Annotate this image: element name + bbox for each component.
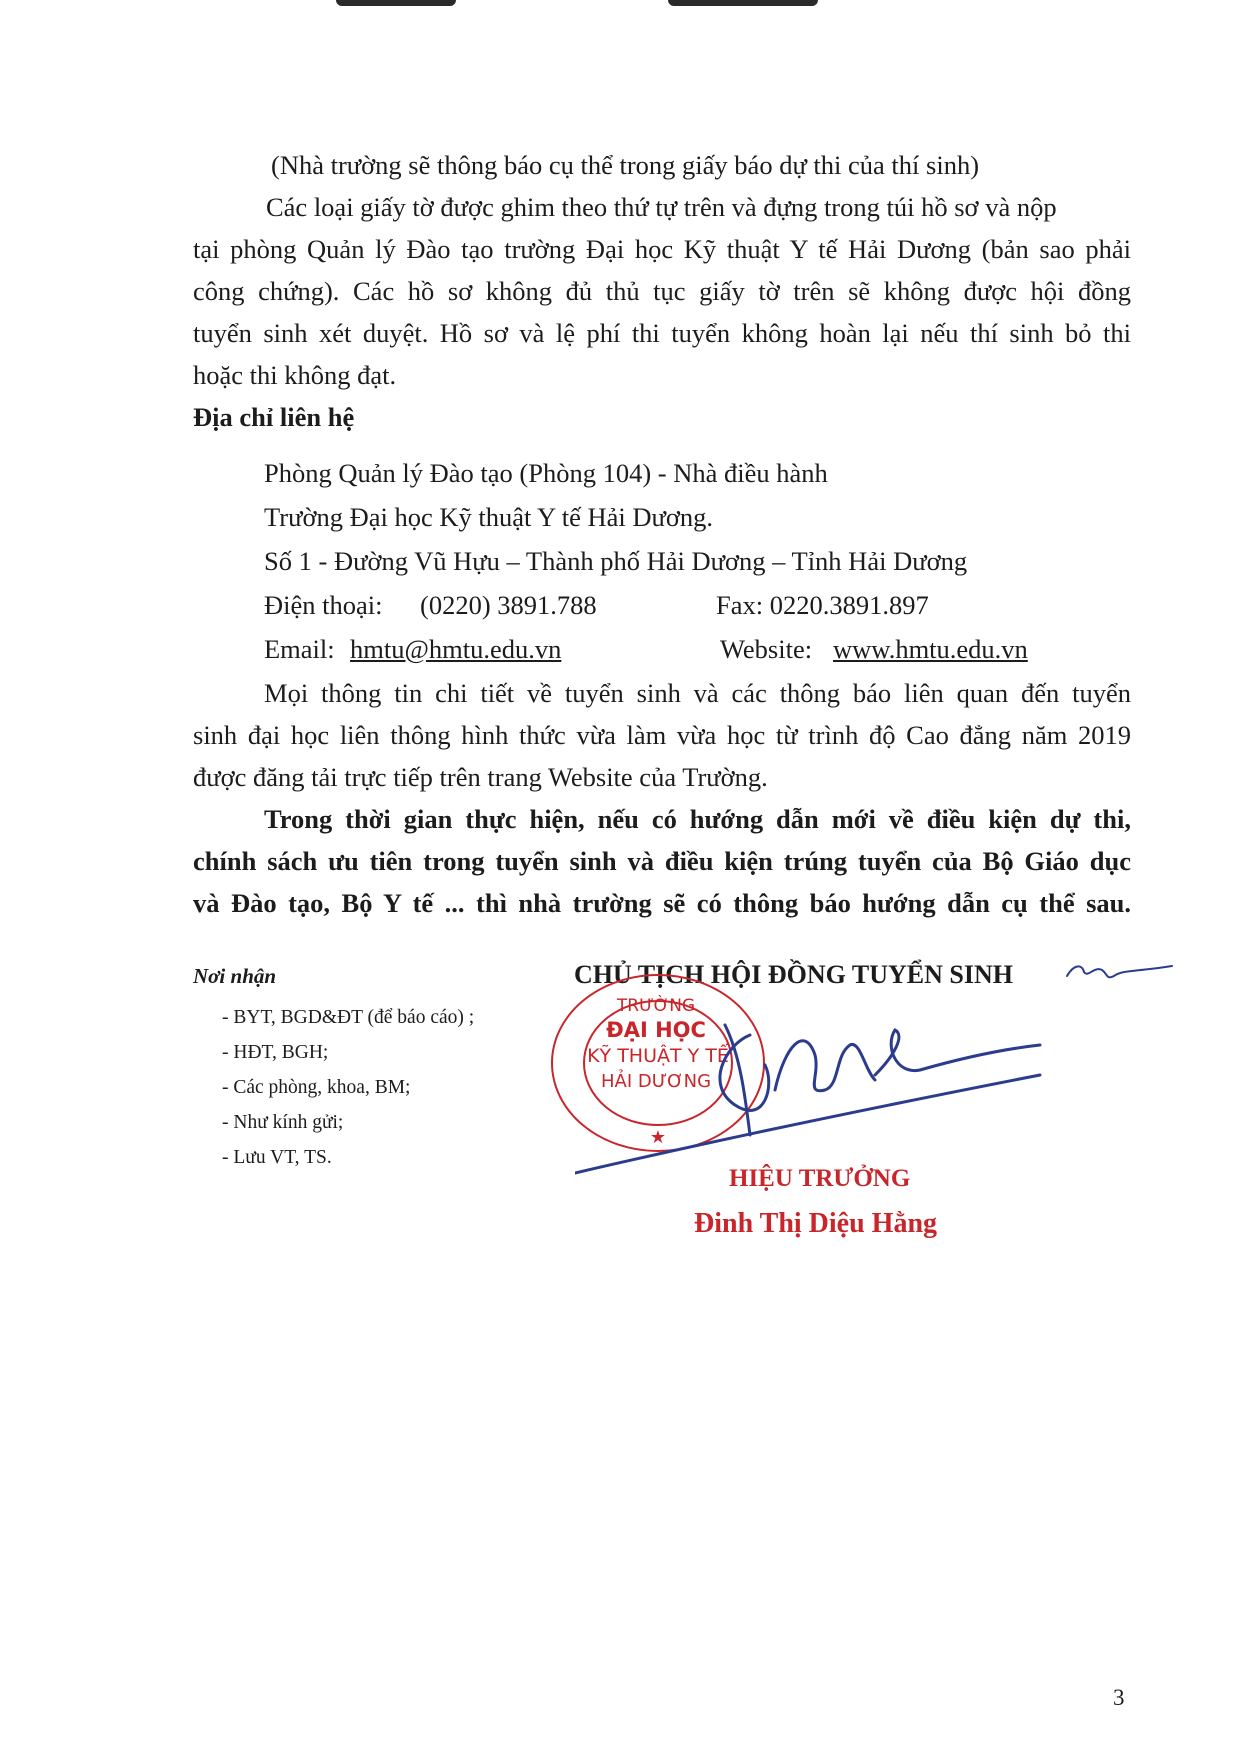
- contact-website-label: Website:: [720, 634, 813, 664]
- stamp-star: ★: [649, 1127, 667, 1148]
- notice-line-3: và Đào tạo, Bộ Y tế ... thì nhà trường sẽ có thông báo hướng dẫn cụ thể sau.: [193, 888, 1131, 918]
- info-line-1: Mọi thông tin chi tiết về tuyển sinh và các thông báo liên quan đến tuyển: [264, 678, 1131, 708]
- scan-artifact-right: [668, 0, 818, 6]
- contact-email-label: Email:: [264, 634, 335, 664]
- website-link[interactable]: www.hmtu.edu.vn: [833, 634, 1028, 664]
- signature-title: CHỦ TỊCH HỘI ĐỒNG TUYỂN SINH: [574, 960, 1013, 989]
- handwritten-signature: [575, 995, 1045, 1185]
- stamp-text-line-4: HẢI DƯƠNG: [600, 1071, 712, 1092]
- paragraph-documents-line-2: tại phòng Quản lý Đào tạo trường Đại học Kỹ thuật Y tế Hải Dương (bản sao phải: [193, 234, 1131, 264]
- paragraph-documents-line-1: Các loại giấy tờ được ghim theo thứ tự trên và đựng trong túi hồ sơ và nộp: [266, 192, 1057, 222]
- email-link[interactable]: hmtu@hmtu.edu.vn: [350, 634, 562, 664]
- contact-phone: (0220) 3891.788: [420, 590, 597, 620]
- recipients-title: Nơi nhận: [193, 964, 277, 988]
- contact-address: Số 1 - Đường Vũ Hựu – Thành phố Hải Dương – Tỉnh Hải Dương: [264, 546, 968, 576]
- signer-role: HIỆU TRƯỞNG: [729, 1165, 911, 1192]
- contact-phone-label: Điện thoại:: [264, 590, 383, 620]
- contact-office: Phòng Quản lý Đào tạo (Phòng 104) - Nhà điều hành: [264, 458, 828, 488]
- recipient-item: - HĐT, BGH;: [222, 1042, 329, 1063]
- stamp-text-line-1: TRƯỜNG: [616, 996, 696, 1016]
- contact-fax: Fax: 0220.3891.897: [716, 590, 929, 620]
- handwritten-initials: [1062, 958, 1177, 988]
- paragraph-documents-line-5: hoặc thi không đạt.: [193, 360, 397, 390]
- info-line-3: được đăng tải trực tiếp trên trang Website của Trường.: [193, 762, 768, 792]
- recipient-item: - Lưu VT, TS.: [222, 1147, 332, 1168]
- paragraph-exam-note: (Nhà trường sẽ thông báo cụ thể trong giấy báo dự thi của thí sinh): [271, 150, 980, 180]
- recipient-item: - BYT, BGD&ĐT (để báo cáo) ;: [222, 1007, 475, 1028]
- paragraph-documents-line-4: tuyển sinh xét duyệt. Hồ sơ và lệ phí thi tuyển không hoàn lại nếu thí sinh bỏ thi: [193, 318, 1131, 348]
- recipient-item: - Các phòng, khoa, BM;: [222, 1077, 411, 1098]
- contact-school: Trường Đại học Kỹ thuật Y tế Hải Dương.: [264, 502, 714, 532]
- notice-line-2: chính sách ưu tiên trong tuyển sinh và điều kiện trúng tuyển của Bộ Giáo dục: [193, 846, 1131, 876]
- page-number: 3: [1113, 1685, 1125, 1710]
- scan-artifact-left: [336, 0, 456, 6]
- stamp-text-line-2: ĐẠI HỌC: [606, 1018, 706, 1042]
- info-line-2: sinh đại học liên thông hình thức vừa làm vừa học từ trình độ Cao đẳng năm 2019: [193, 720, 1131, 750]
- stamp-text-line-3: KỸ THUẬT Y TẾ: [587, 1045, 729, 1067]
- paragraph-documents-line-3: công chứng). Các hồ sơ không đủ thủ tục giấy tờ trên sẽ không được hội đồng: [193, 276, 1131, 306]
- notice-line-1: Trong thời gian thực hiện, nếu có hướng dẫn mới về điều kiện dự thi,: [264, 804, 1131, 834]
- recipient-item: - Như kính gửi;: [222, 1112, 344, 1133]
- signer-name: Đinh Thị Diệu Hằng: [694, 1208, 938, 1239]
- contact-heading: Địa chỉ liên hệ: [193, 402, 355, 432]
